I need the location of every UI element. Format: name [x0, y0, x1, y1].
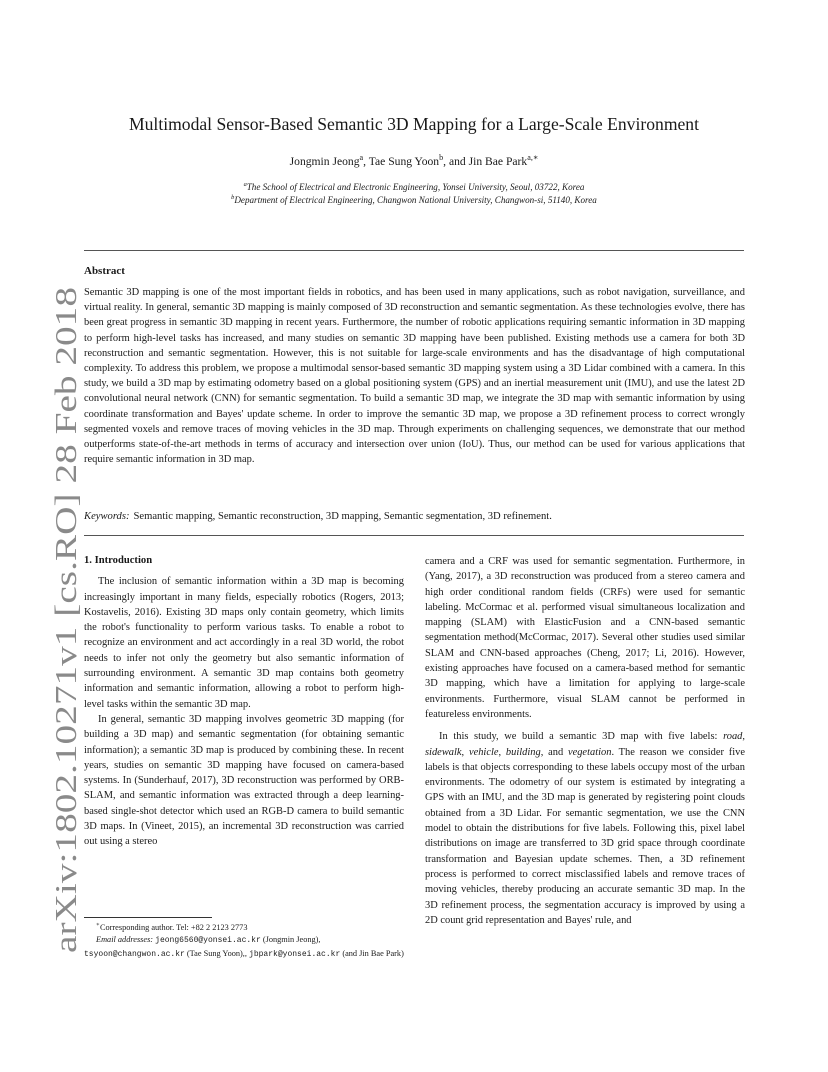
label-separator: ,	[742, 731, 746, 743]
footnote-email-label: Email addresses:	[96, 935, 154, 945]
author-name: Jin Bae Park	[468, 155, 528, 168]
email-owner: (Tae Sung Yoon),	[186, 948, 245, 958]
label-separator: ,	[498, 746, 506, 758]
email-link[interactable]: tsyoon@changwon.ac.kr	[84, 949, 185, 959]
email-link[interactable]: jbpark@yonsei.ac.kr	[249, 949, 341, 959]
label-term: vegetation	[567, 746, 612, 758]
author-list	[84, 155, 744, 168]
label-separator: , and	[540, 746, 568, 758]
affiliation-text: Department of Electrical Engineering, Changwon National University, Changwon-si, 51140, Korea	[234, 195, 597, 205]
keywords-text: Semantic mapping, Semantic reconstruction, 3D mapping, Semantic segmentation, 3D refinement.	[133, 511, 552, 522]
footnote-email-line: tsyoon@changwon.ac.kr (Tae Sung Yoon),, jbpark@yonsei.ac.kr (and Jin Bae Park)	[84, 948, 404, 959]
footnote-corresponding-text: Corresponding author. Tel: +82 2 2123 2773	[99, 923, 248, 932]
email-owner: (and Jin Bae Park)	[342, 948, 404, 958]
author-affil-mark: a,∗	[527, 153, 539, 163]
affiliation-text: The School of Electrical and Electronic Engineering, Yonsei University, Seoul, 03722, Korea	[246, 182, 585, 192]
footnote-email-line	[84, 934, 404, 947]
arxiv-stamp	[38, 285, 86, 955]
author-separator: , and	[443, 155, 469, 168]
right-column	[425, 554, 745, 928]
footnote-rule	[84, 917, 212, 918]
email-owner: (Jongmin Jeong),	[262, 935, 321, 945]
left-column	[84, 553, 404, 850]
abstract-heading: Abstract	[84, 265, 125, 277]
label-term: sidewalk	[425, 746, 462, 758]
author-affil-mark: a	[359, 153, 364, 163]
intro-text: . The reason we consider five labels is that objects corresponding to these labels occupy most of the urban environments. The odometry of our system is estimated by integrating a GPS with an IMU, and the 3D map is generated by registering point clouds obtained from a 3D Lidar. For semantic segmentation, we use the CNN model to obtain the distributions for five labels. Following this, pixel label distributions on image are transferred to 3D grid space through coordinate transformation and Bayesian update schemes. Then, a 3D refinement process is performed to correct misclassified labels and remove traces of moving vehicles, thereby producing an accurate semantic 3D map. In the 3D refinement process, the segmentation accuracy is improved by using a 2D count grid representation and Bayes' rule, and	[425, 746, 746, 926]
intro-paragraph: camera and a CRF was used for semantic segmentation. Furthermore, in (Yang, 2017), a 3D reconstruction was produced from a stereo camera and high order conditional random fields (CRFs) were used for semantic labeling. McCormac et al. performed visual simultaneous localization and mapping (SLAM) with ElasticFusion and a CNN-based semantic segmentation method(McCormac, 2017). Several other studies used similar SLAM and CNN-based approaches (Cheng, 2017; Li, 2016). However, existing approaches have focused on a camera-based method for semantic 3D mapping, which have a limitation for applying to large-scale environments. Furthermore, visual SLAM cannot be performed in featureless environments.	[425, 556, 745, 720]
author-name: Tae Sung Yoon	[368, 155, 440, 168]
label-term: building	[505, 746, 541, 758]
author-affil-mark: b	[439, 153, 444, 163]
author-name: Jongmin Jeong	[289, 155, 360, 168]
email-link[interactable]: jeong6560@yonsei.ac.kr	[155, 936, 261, 946]
label-separator: ,	[461, 746, 469, 758]
intro-paragraph: The inclusion of semantic information within a 3D map is becoming increasingly important in many fields, especially robotics (Rogers, 2013; Kostavelis, 2016). Existing 3D maps only contain geometry, which limits the robot's functionality to perform various tasks. To enable a robot to recognize an environment and act accordingly in a real 3D world, the robot needs to infer not only the geometry but also semantic information of surrounding environment. A semantic 3D map contains both geometry information and semantic information, allowing a robot to perform high-level tasks within the semantic 3D map.	[84, 576, 404, 710]
keywords	[84, 511, 744, 522]
author-separator: ,	[363, 155, 369, 168]
affiliation-mark: b	[231, 193, 235, 201]
divider-bottom	[84, 535, 744, 536]
footnote	[84, 922, 404, 961]
abstract-text: Semantic 3D mapping is one of the most important fields in robotics, and has been used in many applications, such as robot navigation, surveillance, and virtual reality. In general, semantic 3D mapping is mainly composed of 3D reconstruction and semantic segmentation. As these technologies evolve, there has been great progress in semantic 3D mapping in recent years. Furthermore, the number of robotic applications requiring semantic information in 3D mapping to perform high-level tasks has increased, and many studies on semantic 3D mapping have been published. Existing methods use a camera for both 3D reconstruction and semantic segmentation. However, this is not suitable for large-scale environments and has the disadvantage of high computational complexity. To address this problem, we propose a multimodal sensor-based semantic 3D mapping system using a 3D Lidar combined with a camera. In this study, we build a 3D map by estimating odometry based on a global positioning system (GPS) and an inertial measurement unit (IMU), and use the latest 2D convolutional neural network (CNN) for semantic segmentation. To build a semantic 3D map, we integrate the 3D map with semantic information by using coordinate transformation and Bayes' update scheme. In order to improve the semantic 3D map, we propose a 3D refinement process to correct wrongly segmented voxels and remove traces of moving vehicles in the 3D map. Through experiments on challenging sequences, we demonstrate that our method outperforms state-of-the-art methods in terms of accuracy and intersection over union (IoU). Thus, our method can be used for various applications that require semantic information in 3D map.	[84, 287, 745, 466]
footnote-mark: ∗	[96, 922, 100, 929]
intro-paragraph	[425, 729, 745, 928]
footnote-corresponding	[84, 922, 404, 934]
label-term: road	[723, 731, 743, 743]
arxiv-stamp-text: arXiv:1802.10271v1 [cs.RO] 28 Feb 2018	[48, 427, 83, 953]
intro-paragraph: In general, semantic 3D mapping involves geometric 3D mapping (for building a 3D map) and semantic segmentation (for obtaining semantic information); a semantic 3D map is produced by combining these. In recent years, studies on semantic 3D mapping have focused on camera-based systems. In (Sunderhauf, 2017), 3D reconstruction was performed by ORB-SLAM, and semantic information was extracted through a deep learning-based single-shot detector which used an RGB-D camera to build semantic 3D maps. In (Vineet, 2015), an incremental 3D reconstruction was carried out using a stereo	[84, 713, 404, 848]
paper-title: Multimodal Sensor-Based Semantic 3D Mapping for a Large-Scale Environment	[128, 114, 699, 134]
affiliation-line	[84, 194, 744, 207]
intro-text: In this study, we build a semantic 3D map with five labels:	[439, 731, 718, 743]
keywords-label: Keywords:	[84, 511, 130, 522]
label-term: vehicle	[468, 746, 499, 758]
divider-top	[84, 250, 744, 251]
affiliation-line	[84, 181, 744, 194]
affiliations	[84, 181, 744, 207]
section-heading: 1. Introduction	[84, 555, 153, 566]
affiliation-mark: a	[243, 180, 247, 188]
